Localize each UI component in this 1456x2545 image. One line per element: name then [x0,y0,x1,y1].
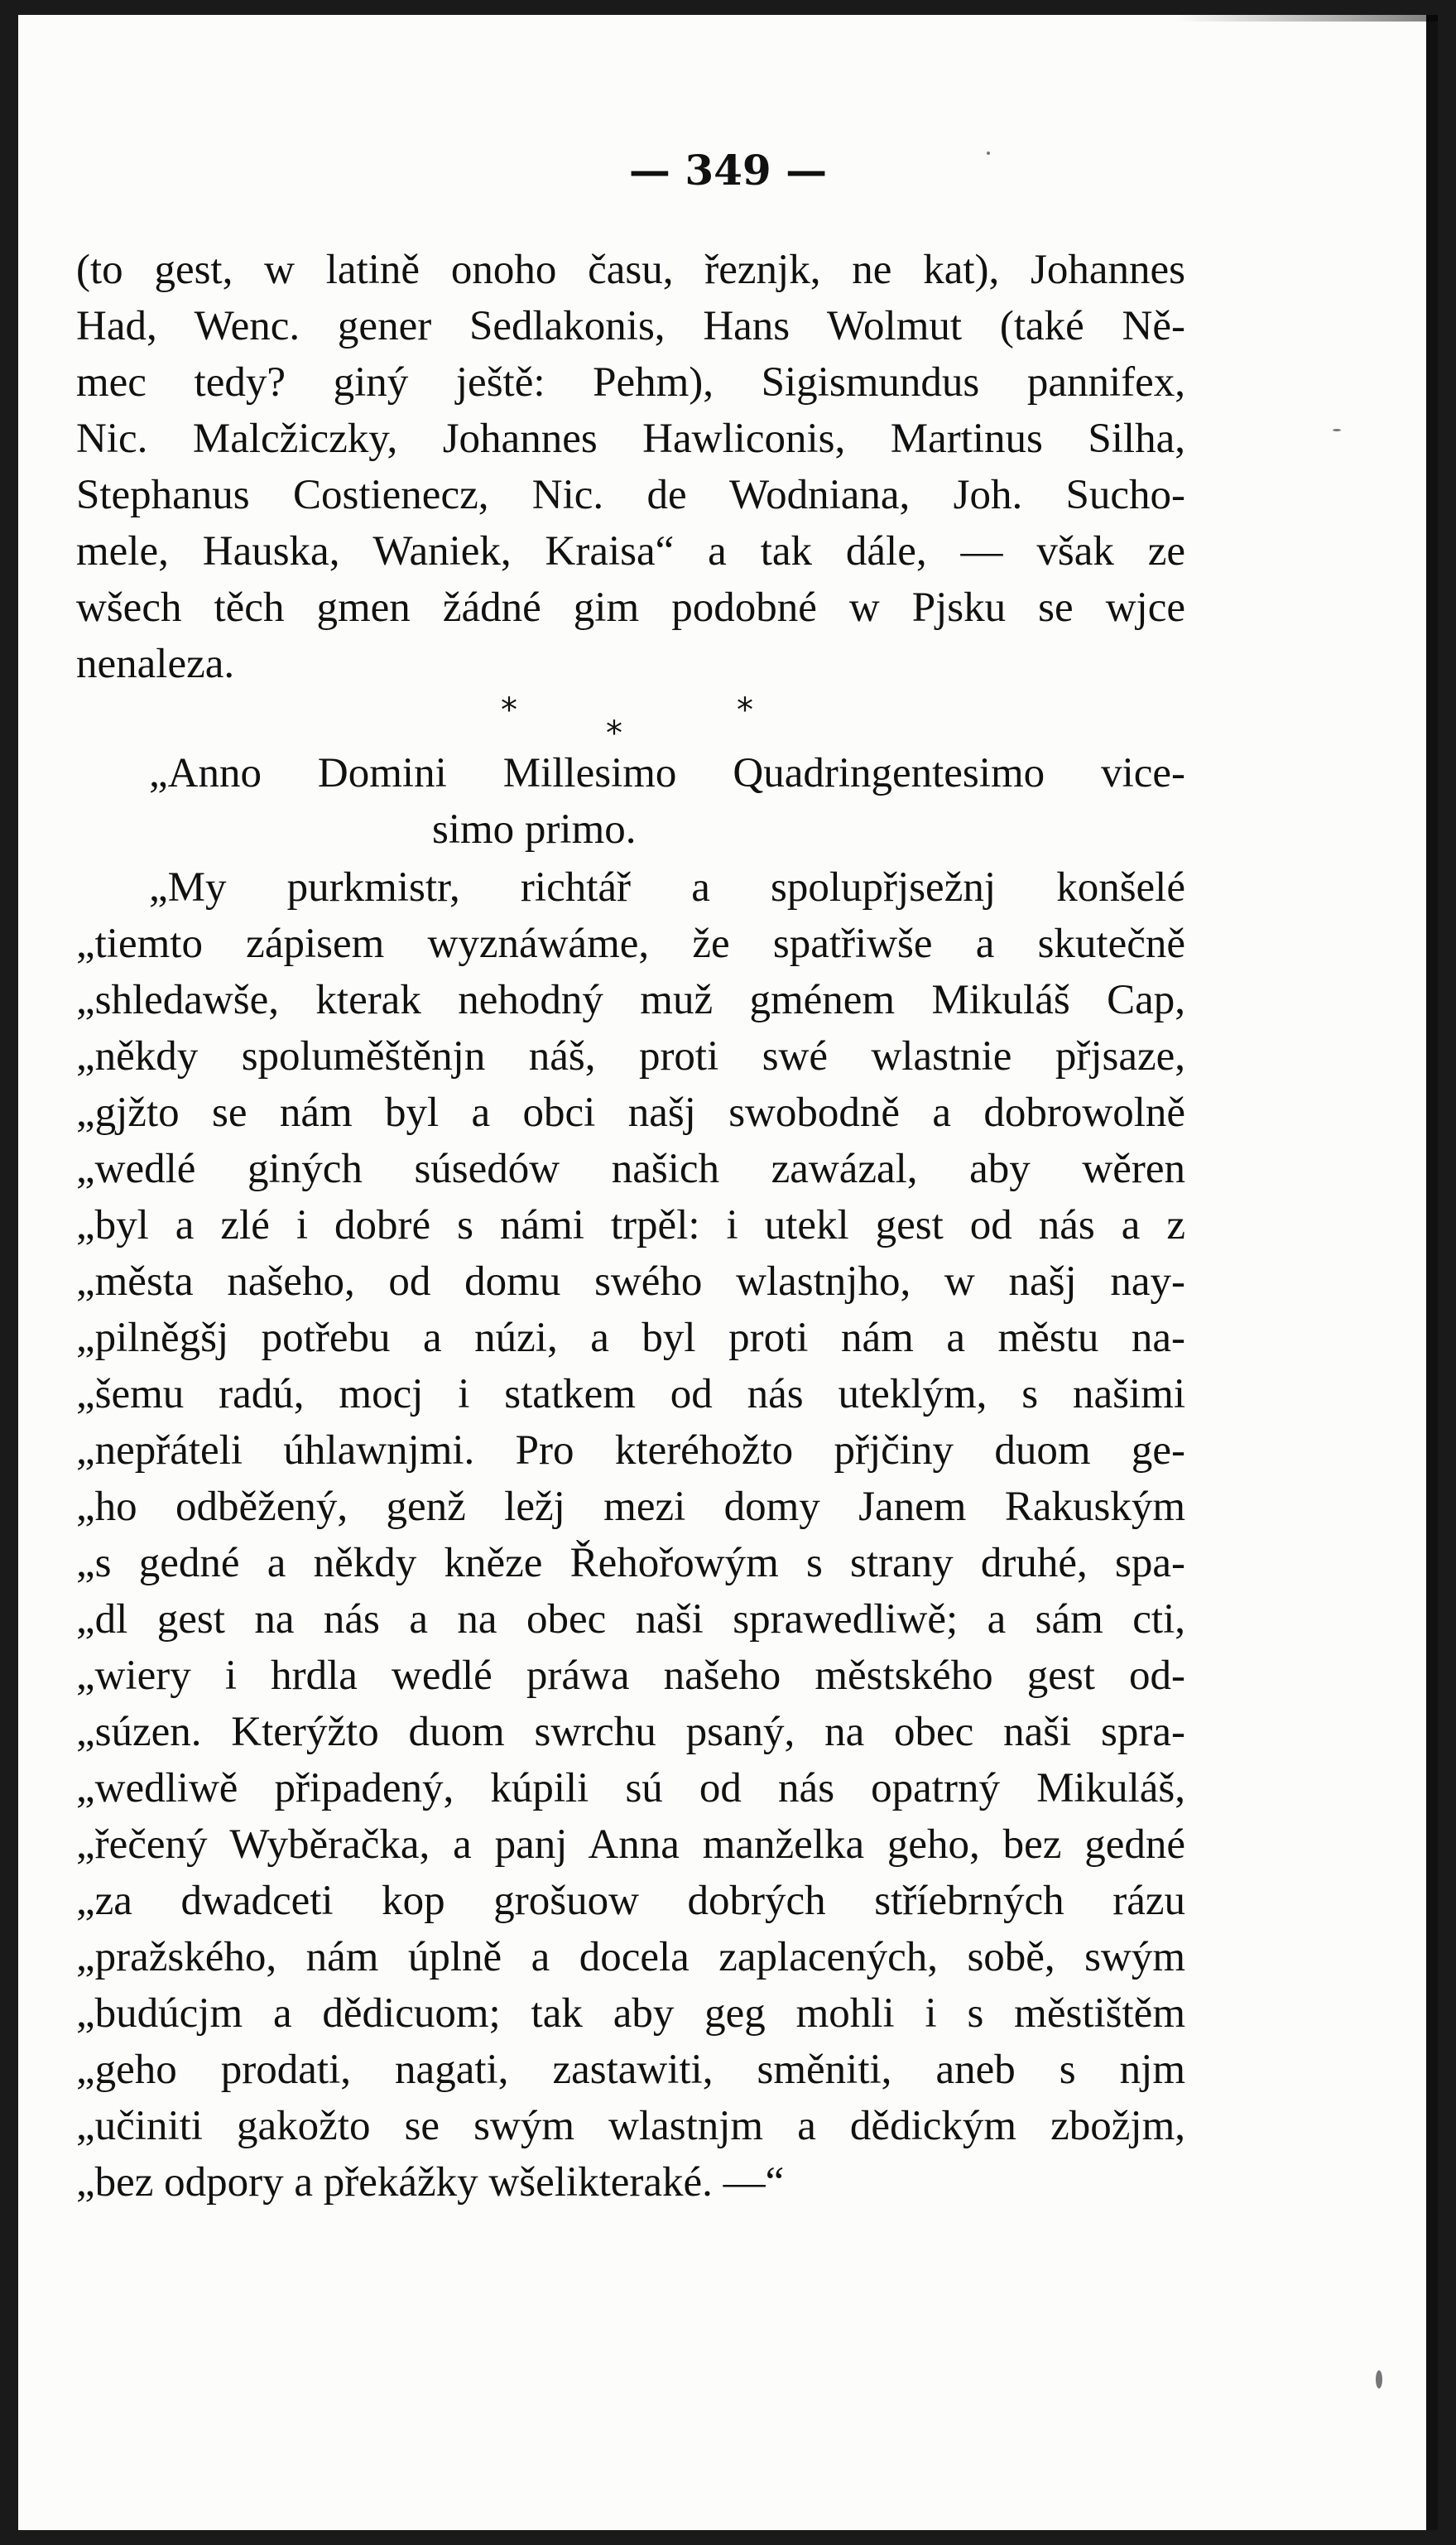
text-line: nenaleza. [76,641,235,687]
separator-asterisk: * [737,691,753,729]
heading-line: simo primo. [432,806,637,853]
text-line: „s gedné a někdy kněze Řehořowým s strany druhé, spa- [76,1540,1185,1586]
text-line: Nic. Malcžiczky, Johannes Hawliconis, Martinus Silha, [76,416,1185,462]
text-line: mele, Hauska, Waniek, Kraisa“ a tak dále, — však ze [76,528,1185,575]
text-line: „My purkmistr, richtář a spolupřjsežnj konšelé [149,864,1185,911]
scan-speck [1333,429,1341,431]
text-line: „bez odpory a překážky wšelikteraké. —“ [76,2159,785,2206]
text-line: mec tedy? giný ještě: Pehm), Sigismundus pannifex, [76,359,1185,406]
page-top-edge-shadow [1177,15,1438,22]
text-line: „geho prodati, nagati, zastawiti, směniti, aneb s njm [76,2047,1185,2093]
text-line: „pilněgšj potřebu a núzi, a byl proti nám a městu na- [76,1315,1185,1361]
text-line: „byl a zlé i dobré s námi trpěl: i utekl gest od nás a z [76,1202,1185,1248]
text-line: „učiniti gakožto se swým wlastnjm a dědickým zbožjm, [76,2103,1185,2149]
heading-line: „Anno Domini Millesimo Quadringentesimo vice- [149,750,1185,796]
text-line: „za dwadceti kop grošuow dobrých stříebrných rázu [76,1878,1185,1924]
text-line: (to gest, w latině onoho času, řeznjk, ne kat), Johannes [76,247,1185,293]
text-line: „wedliwě připadený, kúpili sú od nás opatrný Mikuláš, [76,1765,1185,1811]
page-edge-shadow [1426,15,1438,2530]
text-line: „wedlé giných súsedów našich zawázal, aby wěren [76,1146,1185,1192]
text-line: wšech těch gmen žádné gim podobné w Pjsku se wjce [76,585,1185,631]
text-line: „súzen. Kterýžto duom swrchu psaný, na obec naši spra- [76,1709,1185,1755]
text-line: „budúcjm a dědicuom; tak aby geg mohli i s městištěm [76,1990,1185,2037]
text-line: „gjžto se nám byl a obci našj swobodně a dobrowolně [76,1090,1185,1136]
text-line: „řečený Wyběračka, a panj Anna manželka geho, bez gedné [76,1821,1185,1868]
text-line: „tiemto zápisem wyznáwáme, že spatřiwše a skutečně [76,921,1185,967]
text-line: „dl gest na nás a na obec naši sprawedliwě; a sám cti, [76,1596,1185,1643]
page-number: — 349 — [628,146,828,195]
text-line: „šemu radú, mocj i statkem od nás uteklým, s našimi [76,1371,1185,1417]
text-line: „ho odběžený, genž ležj mezi domy Janem Rakuským [76,1484,1185,1530]
book-page [18,15,1438,2530]
scan-speck [987,152,990,155]
text-line: Had, Wenc. gener Sedlakonis, Hans Wolmut (také Ně- [76,303,1185,349]
separator-asterisk: * [606,714,622,753]
text-line: Stephanus Costienecz, Nic. de Wodniana, Joh. Sucho- [76,472,1185,518]
text-line: „někdy spoluměštěnjn náš, proti swé wlastnie přjsaze, [76,1033,1185,1080]
scan-speck [1376,2370,1382,2389]
text-line: „wiery i hrdla wedlé práwa našeho městského gest od- [76,1653,1185,1699]
text-line: „města našeho, od domu swého wlastnjho, w našj nay- [76,1258,1185,1305]
separator-asterisk: * [501,691,517,729]
text-line: „pražského, nám úplně a docela zaplacených, sobě, swým [76,1934,1185,1980]
text-line: „shledawše, kterak nehodný muž gménem Mikuláš Cap, [76,977,1185,1023]
text-line: „nepřáteli úhlawnjmi. Pro kteréhožto přjčiny duom ge- [76,1427,1185,1474]
